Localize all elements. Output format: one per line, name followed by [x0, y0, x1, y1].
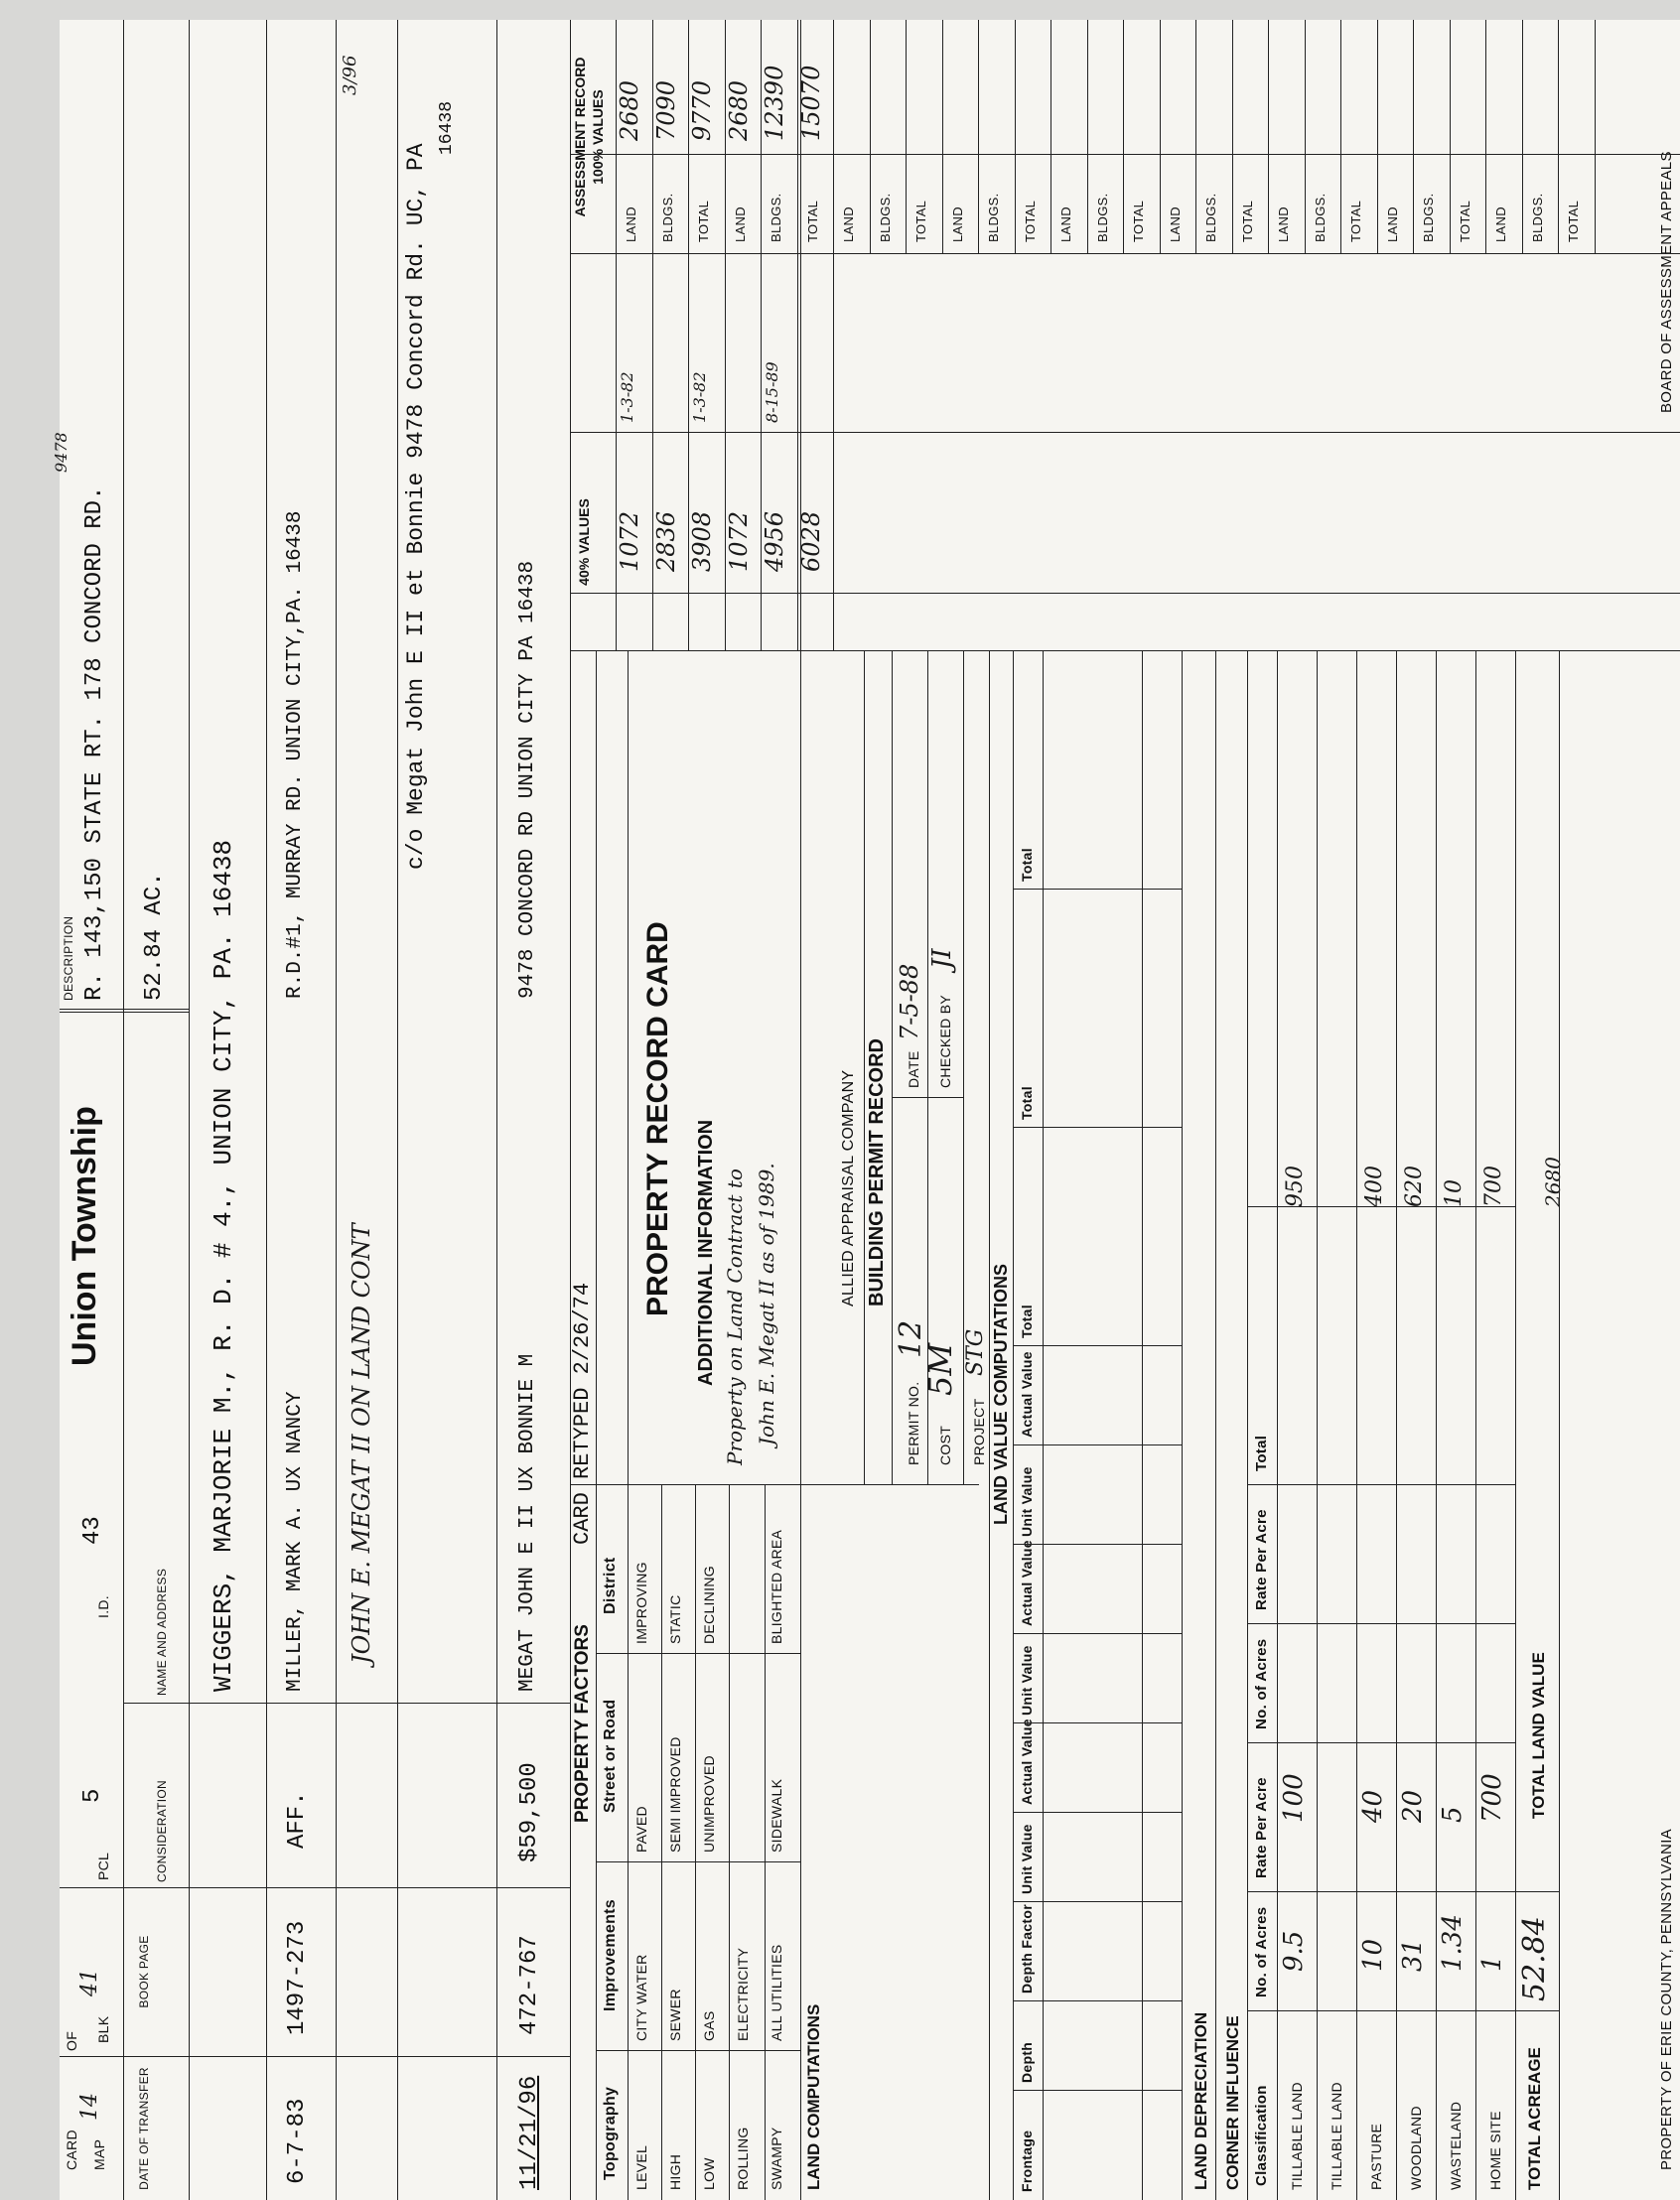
rule — [870, 20, 871, 254]
district-header: District — [602, 1557, 619, 1614]
assessment-date: 1-3-82 — [618, 371, 636, 423]
assessment-row-label: BLDGS. — [1094, 193, 1110, 242]
factors-title: PROPERTY FACTORS — [572, 1624, 593, 1823]
topography-item: LOW — [701, 2157, 717, 2190]
land-computations-title: LAND COMPUTATIONS — [804, 2003, 823, 2190]
rule — [761, 20, 762, 651]
rule — [1413, 20, 1414, 254]
assessment-100-value: 15070 — [796, 65, 825, 141]
land-depreciation: LAND DEPRECIATION — [1191, 2011, 1210, 2190]
transfer-date: 6-7-83 — [284, 2098, 311, 2184]
rule — [695, 1485, 696, 2200]
rule — [1013, 2090, 1182, 2091]
property-record-card — [52, 20, 1680, 2200]
acreage-rate: 40 — [1358, 1789, 1388, 1823]
assessment-row-label: TOTAL — [913, 200, 928, 242]
rule — [1087, 20, 1088, 254]
assessment-subtitle: 100% VALUES — [590, 89, 606, 185]
rule — [1515, 2010, 1559, 2011]
rule — [978, 20, 979, 254]
rule — [1195, 20, 1196, 254]
transfer-note: 3/96 — [340, 55, 360, 95]
rule — [570, 154, 1680, 155]
rule — [688, 20, 689, 651]
id-value: 43 — [79, 1516, 106, 1545]
assessment-row-label: LAND — [949, 206, 965, 242]
rule — [1013, 889, 1182, 890]
rule — [1015, 20, 1016, 254]
acreage-acres: 1 — [1477, 1955, 1507, 1972]
rule — [1558, 20, 1559, 254]
cost-value: 5M — [921, 1342, 959, 1396]
acreage-acres: 10 — [1358, 1938, 1388, 1972]
additional-line2: John E. Megat II as of 1989. — [755, 1163, 778, 1445]
assessment-100-value: 9770 — [688, 79, 716, 141]
assessment-row-label: TOTAL — [1348, 200, 1363, 242]
rule — [1013, 2000, 1182, 2001]
street-item: PAVED — [633, 1806, 649, 1853]
transfer-name: MILLER, MARK A. UX NANCY — [284, 1391, 307, 1692]
assessment-100-value: 2680 — [724, 79, 753, 141]
rule — [906, 20, 907, 254]
land-value-header: Depth Factor — [1019, 1904, 1035, 1994]
pcl-label: PCL — [95, 1852, 111, 1880]
improvements-header: Improvements — [602, 1899, 619, 2011]
description-line1: R. 143,150 STATE RT. 178 CONCORD RD. — [81, 485, 108, 1001]
permit-date: 7-5-88 — [896, 963, 923, 1040]
land-value-header: Unit Value — [1019, 1824, 1035, 1894]
assessment-row-label: TOTAL — [696, 200, 711, 242]
acreage-header: Rate Per Acre — [1253, 1777, 1270, 1878]
rule — [1013, 1901, 1182, 1902]
improvements-item: ELECTRICITY — [735, 1947, 751, 2041]
permit-no: 12 — [894, 1319, 928, 1358]
land-value-header: Unit Value — [1019, 1466, 1035, 1537]
project-value: STG — [963, 1328, 988, 1376]
assessment-row-label: LAND — [1167, 206, 1183, 242]
assessment-row-label: BLDGS. — [986, 193, 1001, 242]
checked-label: CHECKED BY — [937, 994, 953, 1088]
rule — [1013, 1127, 1182, 1128]
acreage-header: Classification — [1253, 2085, 1270, 2186]
acreage-classification: WOODLAND — [1408, 2106, 1424, 2190]
card-label: CARD — [64, 2130, 79, 2170]
assessment-title: ASSESSMENT RECORD — [572, 57, 588, 217]
permit-title: BUILDING PERMIT RECORD — [866, 1038, 888, 1306]
assessment-100-value: 2680 — [616, 79, 643, 141]
acreage-classification: HOME SITE — [1487, 2111, 1503, 2190]
assessment-40-value: 6028 — [796, 510, 825, 572]
topography-item: ROLLING — [735, 2127, 751, 2190]
acreage-total: 10 — [1442, 1179, 1467, 1207]
project-label: PROJECT — [971, 1398, 987, 1465]
card-retyped: CARD RETYPED 2/26/74 — [570, 1282, 595, 1545]
improvements-item: GAS — [701, 2010, 717, 2041]
acreage-total: 700 — [1481, 1166, 1506, 1207]
description-line2: 52.84 AC. — [141, 872, 168, 1001]
land-value-header: Frontage — [1019, 2130, 1035, 2192]
street-item: SEMI IMPROVED — [667, 1736, 683, 1853]
assessment-row-label: TOTAL — [1239, 200, 1255, 242]
total-land-value-label: TOTAL LAND VALUE — [1529, 1652, 1548, 1819]
rule — [1485, 20, 1486, 254]
land-value-header: Unit Value — [1019, 1645, 1035, 1716]
assessment-row-label: BLDGS. — [1203, 193, 1218, 242]
assessment-row-label: LAND — [841, 206, 856, 242]
assessment-date: 8-15-89 — [763, 361, 781, 423]
rule — [616, 20, 617, 651]
blk-label: BLK — [95, 2015, 111, 2043]
assessment-row-label: BLDGS. — [877, 193, 893, 242]
district-item: BLIGHTED AREA — [769, 1529, 784, 1644]
acreage-rate: 20 — [1398, 1789, 1428, 1823]
topography-header: Topography — [602, 2086, 619, 2180]
land-value-header: Actual Value — [1019, 1540, 1035, 1626]
rule — [1013, 1345, 1182, 1346]
assessment-row-label: BLDGS. — [659, 193, 675, 242]
forty-values-label: 40% VALUES — [576, 498, 592, 586]
township-title: Union Township — [66, 1106, 103, 1366]
rule — [1232, 20, 1233, 254]
acreage-header: No. of Acres — [1253, 1906, 1270, 1997]
assessment-row-label: LAND — [624, 206, 638, 242]
land-value-header: Depth — [1019, 2041, 1035, 2083]
footer-left: PROPERTY OF ERIE COUNTY, PENNSYLVANIA — [1658, 1829, 1675, 2170]
rule — [1013, 1812, 1182, 1813]
assessment-date: 1-3-82 — [690, 371, 709, 423]
rule — [570, 432, 1680, 433]
acreage-rate: 700 — [1477, 1773, 1507, 1823]
assessment-row-label: LAND — [732, 206, 748, 242]
land-value-header: Actual Value — [1019, 1351, 1035, 1438]
rule — [725, 20, 726, 651]
permit-date-label: DATE — [906, 1050, 921, 1088]
assessment-row-label: BLDGS. — [1312, 193, 1328, 242]
company-name: ALLIED APPRAISAL COMPANY — [840, 1069, 857, 1306]
topography-item: HIGH — [667, 2153, 683, 2190]
acreage-total: 400 — [1362, 1166, 1387, 1207]
street-item: UNIMPROVED — [701, 1755, 717, 1853]
acreage-classification: TILLABLE LAND — [1329, 2082, 1344, 2190]
acreage-acres: 9.5 — [1279, 1930, 1309, 1972]
total-land-value: 2680 — [1541, 1157, 1565, 1207]
acreage-total: 950 — [1283, 1166, 1308, 1207]
assessment-40-value: 4956 — [761, 510, 788, 572]
total-acreage: 52.84 — [1517, 1916, 1552, 2001]
rule — [652, 20, 653, 651]
rule — [1356, 651, 1357, 2200]
assessment-row-label: LAND — [1058, 206, 1073, 242]
rule — [1522, 20, 1523, 254]
footer-right: BOARD OF ASSESSMENT APPEALS — [1658, 151, 1675, 413]
assessment-100-value: 12390 — [761, 65, 788, 141]
rule — [1377, 20, 1378, 254]
transfer-name: JOHN E. MEGAT II ON LAND CONT — [348, 1223, 375, 1664]
acreage-total: 620 — [1402, 1166, 1427, 1207]
of-label: OF — [64, 2030, 79, 2051]
transfer-consideration: AFF. — [284, 1791, 311, 1849]
land-value-title: LAND VALUE COMPUTATIONS — [991, 1264, 1011, 1525]
assessment-row-label: TOTAL — [1131, 200, 1146, 242]
cost-label: COST — [937, 1425, 953, 1465]
transfer-zip: 16438 — [437, 100, 457, 155]
description-note: 9478 — [52, 432, 70, 473]
corner-influence: CORNER INFLUENCE — [1223, 2015, 1242, 2190]
acreage-rate: 100 — [1279, 1773, 1309, 1823]
land-value-header: Total — [1019, 848, 1035, 882]
rule — [1396, 651, 1397, 2200]
acreage-rate: 5 — [1438, 1806, 1468, 1823]
acreage-classification: PASTURE — [1368, 2123, 1384, 2190]
rule — [1305, 20, 1306, 254]
assessment-row-label: TOTAL — [1457, 200, 1472, 242]
pcl-value: 5 — [79, 1788, 106, 1803]
transfer-row: WIGGERS, MARJORIE M., R. D. # 4., UNION CITY, PA. 16438 — [209, 839, 238, 1692]
rule — [570, 253, 1680, 254]
assessment-row-label: TOTAL — [1566, 200, 1581, 242]
rule — [1450, 20, 1451, 254]
improvements-item: ALL UTILITIES — [769, 1944, 784, 2041]
transfer-address: c/o Megat John E II et Bonnie 9478 Concord Rd. UC, PA — [403, 143, 429, 870]
topography-item: LEVEL — [633, 2144, 649, 2190]
assessment-40-value: 2836 — [651, 510, 680, 572]
rule — [1340, 20, 1341, 254]
checked-value: JI — [927, 948, 957, 969]
assessment-40-value: 1072 — [724, 510, 753, 572]
acreage-acres: 1.34 — [1438, 1914, 1468, 1972]
name-header: NAME AND ADDRESS — [155, 1568, 169, 1696]
rule — [1475, 651, 1476, 2200]
land-value-header: Total — [1019, 1086, 1035, 1120]
transfer-address: R.D.#1, MURRAY RD. UNION CITY,PA. 16438 — [284, 510, 307, 999]
rule — [661, 1485, 662, 2200]
rule — [1317, 651, 1318, 2200]
rule — [1123, 20, 1124, 254]
improvements-item: SEWER — [667, 1989, 683, 2041]
rule — [1160, 20, 1161, 254]
transfer-name: MEGAT JOHN E II UX BONNIE M — [516, 1353, 539, 1692]
street-header: Street or Road — [602, 1699, 619, 1813]
acreage-classification: TILLABLE LAND — [1289, 2082, 1305, 2190]
rule — [1436, 651, 1437, 2200]
transfer-address: 9478 CONCORD RD UNION CITY PA 16438 — [516, 560, 539, 999]
street-item: SIDEWALK — [769, 1778, 784, 1853]
land-value-header: Actual Value — [1019, 1719, 1035, 1805]
assessment-row-label: BLDGS. — [1529, 193, 1545, 242]
consideration-header: CONSIDERATION — [155, 1779, 169, 1882]
book-header: BOOK PAGE — [137, 1935, 151, 2008]
rule — [729, 1485, 730, 2200]
district-item: DECLINING — [701, 1566, 717, 1644]
blk-value: 41 — [77, 1969, 102, 1996]
topography-item: SWAMPY — [769, 2127, 784, 2190]
assessment-row-label: LAND — [1493, 206, 1508, 242]
acreage-classification: WASTELAND — [1448, 2101, 1464, 2190]
district-item: STATIC — [667, 1594, 683, 1644]
rule — [1050, 20, 1051, 254]
assessment-row-label: TOTAL — [804, 200, 820, 242]
assessment-row-label: BLDGS. — [1421, 193, 1436, 242]
rule — [1013, 1633, 1182, 1634]
assessment-40-value: 3908 — [688, 510, 716, 572]
rule — [833, 20, 834, 651]
assessment-100-value: 7090 — [651, 79, 680, 141]
assessment-row-label: BLDGS. — [769, 193, 783, 242]
total-acreage-label: TOTAL ACREAGE — [1525, 2047, 1544, 2190]
land-value-header: Total — [1019, 1305, 1035, 1338]
rule — [1013, 1722, 1182, 1723]
improvements-item: CITY WATER — [633, 1954, 649, 2041]
assessment-row-label: LAND — [1384, 206, 1400, 242]
rule — [1268, 20, 1269, 254]
id-label: I.D. — [95, 1595, 111, 1618]
rule — [1595, 20, 1596, 254]
permit-no-label: PERMIT NO. — [906, 1381, 921, 1465]
date-header: DATE OF TRANSFER — [137, 2067, 151, 2190]
map-label: MAP — [91, 2138, 107, 2170]
rule — [1013, 1444, 1182, 1445]
transfer-consideration: $59,500 — [516, 1762, 543, 1862]
transfer-date: 11/21/96 — [516, 2075, 543, 2190]
district-item: IMPROVING — [633, 1562, 649, 1644]
acreage-header: No. of Acres — [1253, 1638, 1270, 1729]
record-title: PROPERTY RECORD CARD — [641, 921, 674, 1316]
description-label: DESCRIPTION — [62, 915, 75, 1001]
assessment-40-value: 1072 — [616, 510, 643, 572]
additional-line1: Property on Land Contract to — [723, 1169, 747, 1465]
rule — [797, 20, 798, 651]
acreage-header: Rate Per Acre — [1253, 1509, 1270, 1610]
rule — [1013, 1544, 1182, 1545]
assessment-row-label: TOTAL — [1022, 200, 1038, 242]
acreage-acres: 31 — [1398, 1938, 1428, 1972]
acreage-header: Total — [1253, 1435, 1270, 1471]
additional-label: ADDITIONAL INFORMATION — [695, 1119, 717, 1386]
rule — [1515, 1891, 1559, 1892]
rule — [942, 20, 943, 254]
rule — [765, 1485, 766, 2200]
map-value: 14 — [77, 2093, 102, 2121]
assessment-row-label: LAND — [1276, 206, 1291, 242]
transfer-book: 472-767 — [516, 1935, 543, 2035]
transfer-book: 1497-273 — [284, 1920, 311, 2035]
